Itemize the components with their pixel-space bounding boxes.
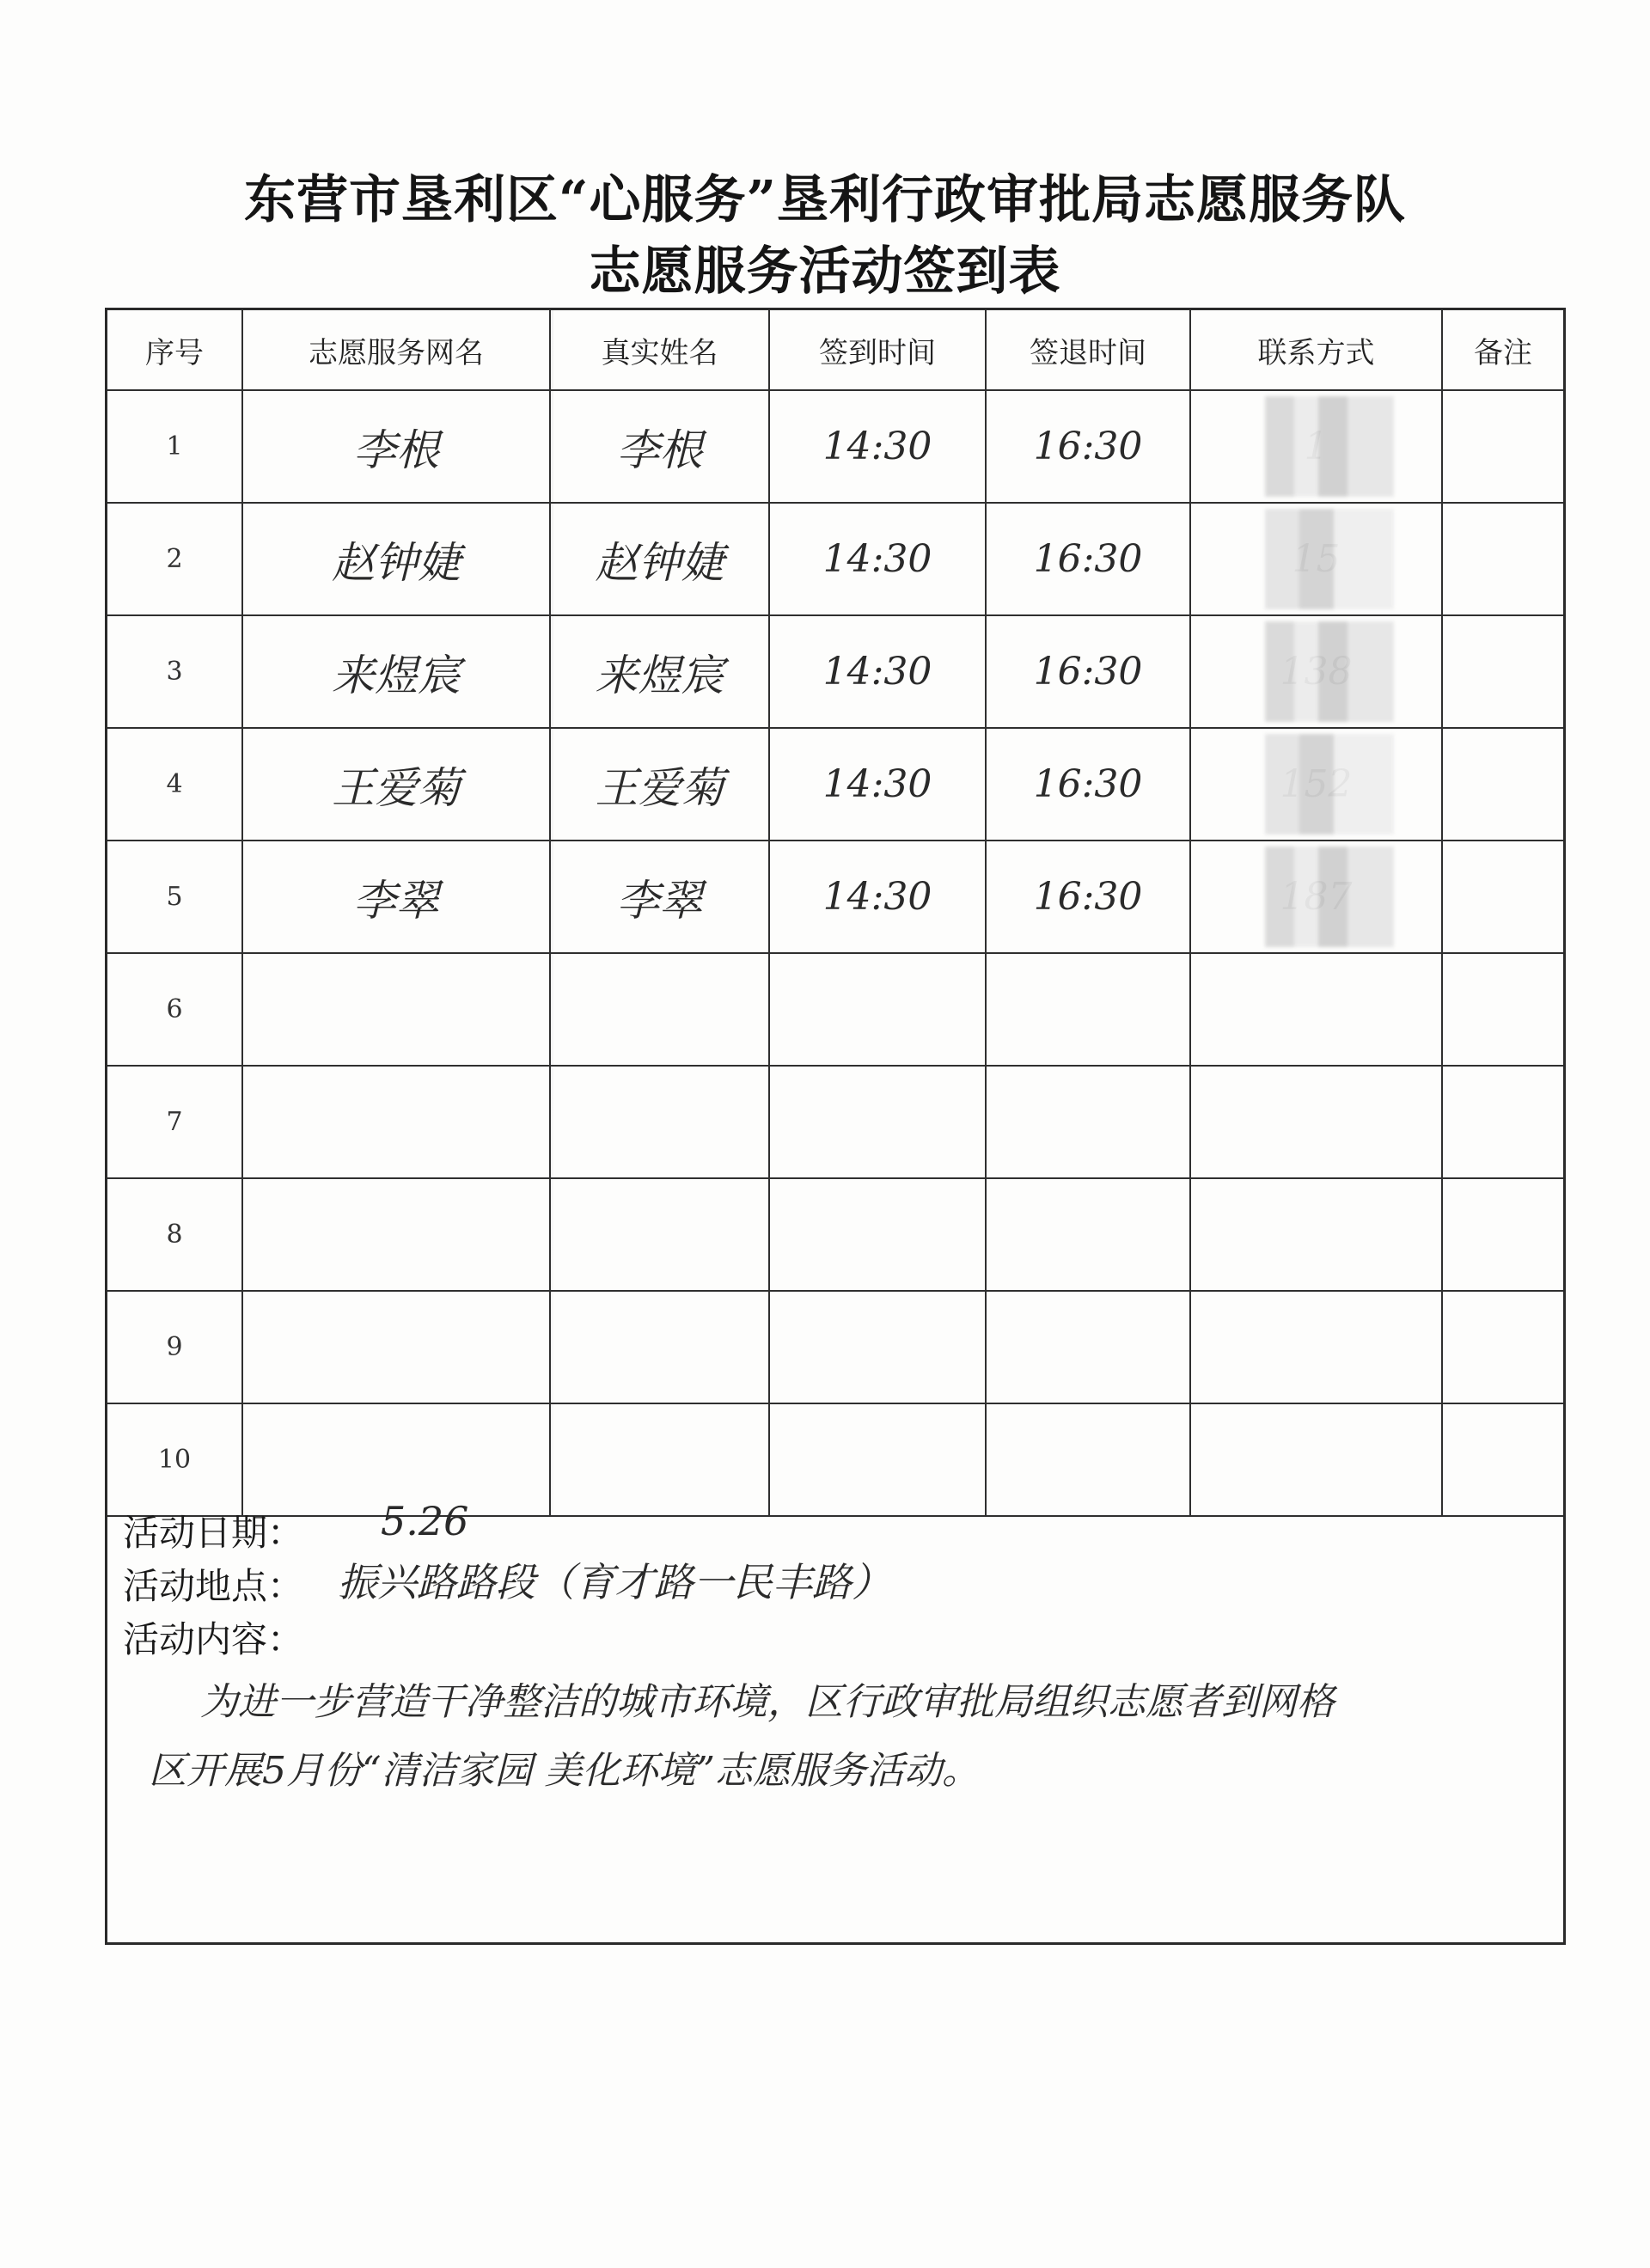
activity-location-label: 活动地点： (123, 1565, 304, 1607)
sign-out-cell (986, 1178, 1190, 1291)
sign-in-cell (769, 1403, 986, 1516)
table-row (107, 1066, 1563, 1178)
table-row (107, 728, 1563, 841)
nickname-cell (242, 1178, 550, 1291)
row-index: 2 (107, 503, 242, 615)
redaction-blur (1265, 621, 1394, 722)
row-index: 5 (107, 841, 242, 953)
activity-content-line-1: 为进一步营造干净整洁的城市环境，区行政审批局组织志愿者到网格 (200, 1680, 1335, 1724)
table-row (107, 841, 1563, 953)
row-index: 3 (107, 615, 242, 728)
sign-out-cell (986, 1066, 1190, 1178)
handwritten-sign-out-time: 16:30 (1033, 650, 1143, 694)
sign-in-cell (769, 953, 986, 1066)
header-sign-in-time: 签到时间 (769, 310, 986, 390)
handwritten-sign-in-time: 14:30 (822, 425, 932, 468)
handwritten-real-name: 王爱菊 (595, 762, 724, 813)
note-cell (1442, 615, 1563, 728)
contact-cell (1190, 1403, 1442, 1516)
row-index: 1 (107, 390, 242, 503)
contact-cell (1190, 953, 1442, 1066)
redaction-blur (1265, 509, 1394, 609)
note-cell (1442, 1178, 1563, 1291)
row-index: 10 (107, 1403, 242, 1516)
table-row (107, 503, 1563, 615)
note-cell (1442, 841, 1563, 953)
sign-out-cell (986, 953, 1190, 1066)
table-row (107, 1291, 1563, 1403)
sign-out-cell (986, 1291, 1190, 1403)
handwritten-real-name: 李翠 (616, 875, 703, 926)
row-index: 9 (107, 1291, 242, 1403)
page-title: 东营市垦利区“心服务”垦利行政审批局志愿服务队 (243, 170, 1407, 230)
real-name-cell (550, 1291, 769, 1403)
handwritten-sign-out-time: 16:30 (1033, 762, 1143, 806)
note-cell (1442, 728, 1563, 841)
note-cell (1442, 390, 1563, 503)
nickname-cell (242, 1291, 550, 1403)
activity-location-value: 振兴路路段（育才路一民丰路） (338, 1559, 891, 1605)
handwritten-sign-out-time: 16:30 (1033, 537, 1143, 581)
row-index: 6 (107, 953, 242, 1066)
page-subtitle: 志愿服务活动签到表 (589, 241, 1061, 302)
activity-date-line (123, 1498, 1549, 1558)
handwritten-sign-in-time: 14:30 (822, 875, 932, 919)
redaction-blur (1265, 396, 1394, 497)
redaction-blur (1265, 734, 1394, 834)
note-cell (1442, 503, 1563, 615)
table-row (107, 1178, 1563, 1291)
handwritten-real-name: 赵钟婕 (595, 537, 724, 588)
sign-in-cell (769, 1291, 986, 1403)
contact-cell (1190, 1178, 1442, 1291)
attendance-table (107, 310, 1563, 1517)
row-index: 4 (107, 728, 242, 841)
nickname-cell (242, 1066, 550, 1178)
activity-content-line (123, 1611, 1549, 1665)
real-name-cell (550, 1178, 769, 1291)
contact-cell (1190, 1066, 1442, 1178)
handwritten-nickname: 赵钟婕 (332, 537, 461, 588)
activity-content-line-2: 区开展5月份“清洁家园 美化环境”志愿服务活动。 (149, 1749, 980, 1793)
sign-in-cell (769, 1178, 986, 1291)
handwritten-sign-in-time: 14:30 (822, 650, 932, 694)
table-header-row (107, 310, 1563, 390)
handwritten-nickname: 李根 (353, 425, 439, 475)
contact-cell (1190, 1291, 1442, 1403)
header-contact: 联系方式 (1190, 310, 1442, 390)
table-row (107, 953, 1563, 1066)
real-name-cell (550, 953, 769, 1066)
row-index: 7 (107, 1066, 242, 1178)
note-cell (1442, 1403, 1563, 1516)
handwritten-real-name: 来煜宸 (595, 650, 724, 700)
header-index: 序号 (107, 310, 242, 390)
handwritten-nickname: 王爱菊 (332, 762, 461, 813)
handwritten-nickname: 来煜宸 (332, 650, 461, 700)
handwritten-sign-in-time: 14:30 (822, 762, 932, 806)
handwritten-real-name: 李根 (616, 425, 703, 475)
handwritten-sign-out-time: 16:30 (1033, 425, 1143, 468)
activity-location-line (123, 1558, 1549, 1611)
activity-info (123, 1498, 1549, 1793)
activity-content-label: 活动内容： (123, 1618, 304, 1660)
handwritten-nickname: 李翠 (353, 875, 439, 926)
header-note: 备注 (1442, 310, 1563, 390)
header-real-name: 真实姓名 (550, 310, 769, 390)
note-cell (1442, 1291, 1563, 1403)
row-index: 8 (107, 1178, 242, 1291)
handwritten-sign-in-time: 14:30 (822, 537, 932, 581)
redaction-blur (1265, 847, 1394, 947)
header-nickname: 志愿服务网名 (242, 310, 550, 390)
form-frame (105, 308, 1566, 1945)
table-row (107, 615, 1563, 728)
table-row (107, 390, 1563, 503)
sign-in-cell (769, 1066, 986, 1178)
note-cell (1442, 953, 1563, 1066)
handwritten-sign-out-time: 16:30 (1033, 875, 1143, 919)
activity-date-value: 5.26 (381, 1498, 469, 1544)
real-name-cell (550, 1403, 769, 1516)
note-cell (1442, 1066, 1563, 1178)
table-row (107, 1403, 1563, 1516)
header-sign-out-time: 签退时间 (986, 310, 1190, 390)
real-name-cell (550, 1066, 769, 1178)
nickname-cell (242, 953, 550, 1066)
activity-date-label: 活动日期： (123, 1512, 304, 1554)
sign-out-cell (986, 1403, 1190, 1516)
